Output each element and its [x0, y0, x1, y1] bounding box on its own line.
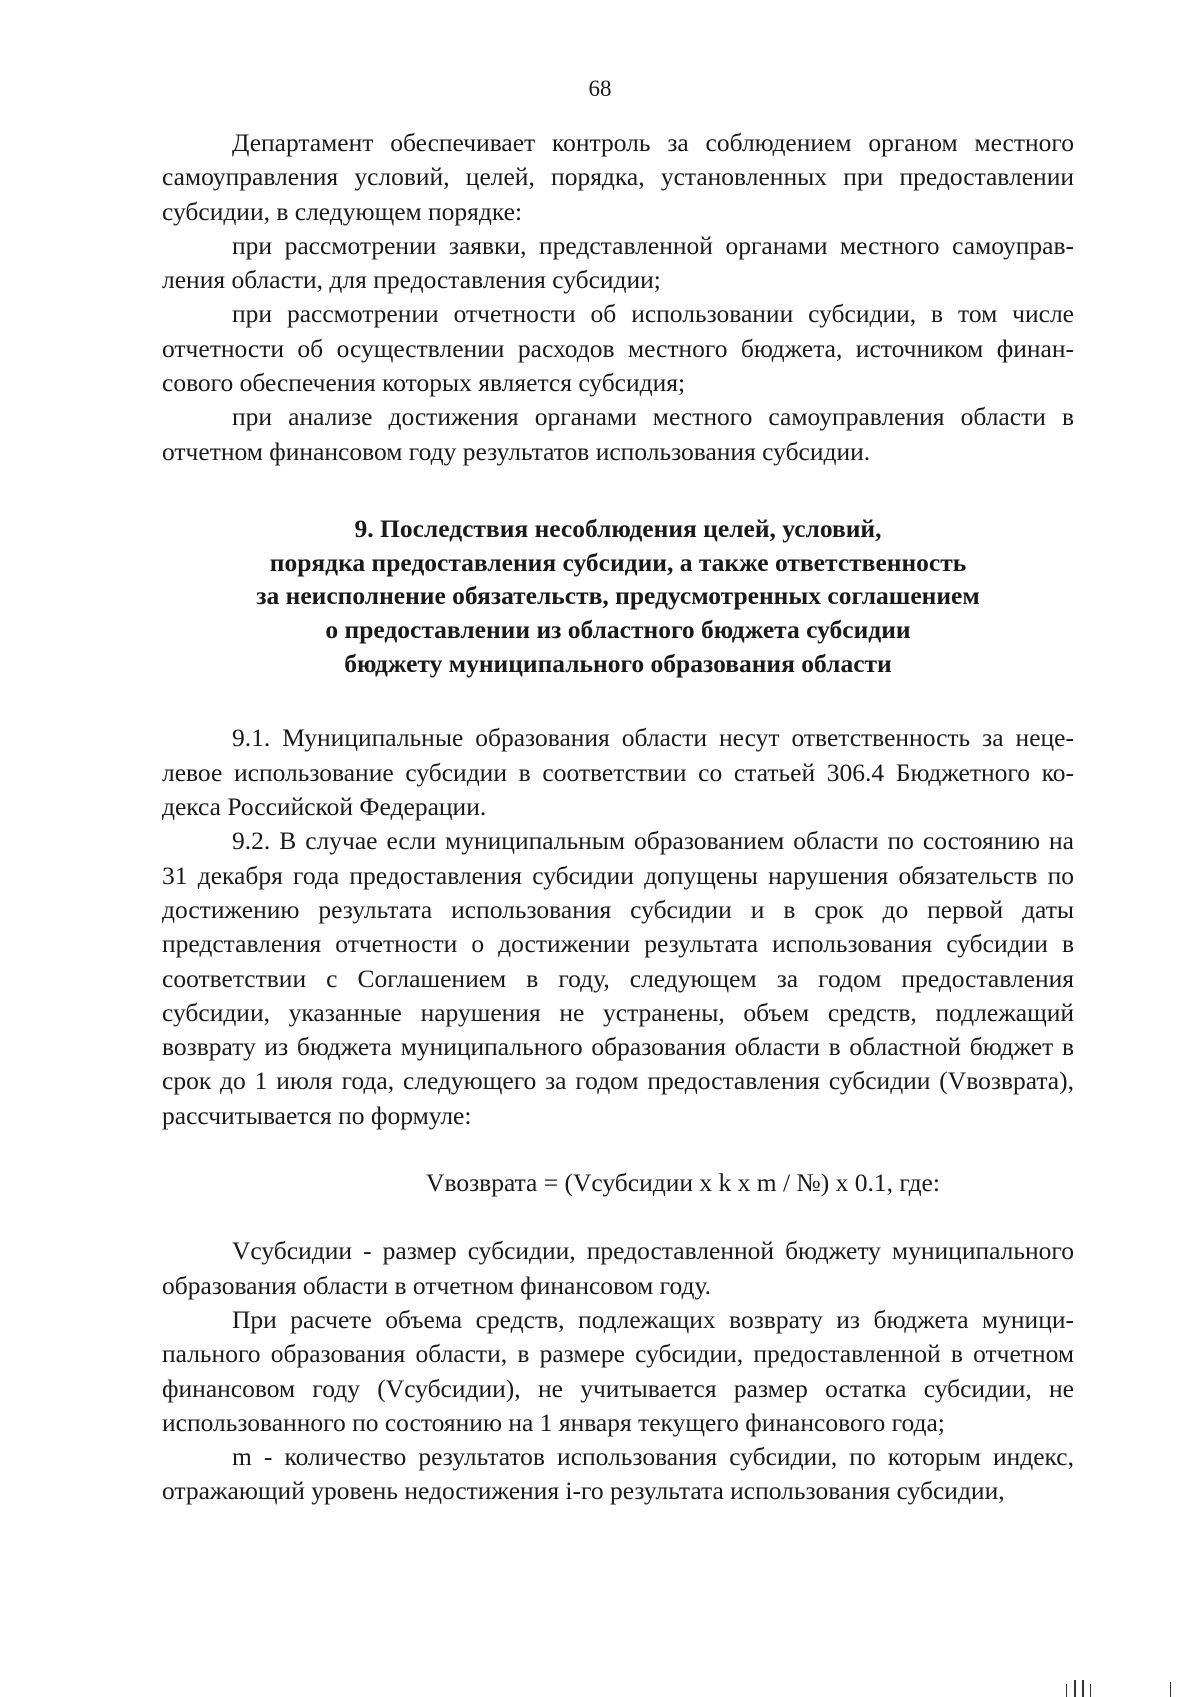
paragraph-definition-m: m - количество результатов использования субсидии, по которым индекс, отражающий уровень недостижения i-го результата использования субсидии, [162, 1442, 1074, 1506]
paragraph-control-results: при анализе достижения органами местного самоуправления области в отчетном финансовом году результатов использования субсидии. [162, 402, 1074, 466]
scan-artifact-mark [1066, 1684, 1067, 1697]
section-9-heading [162, 512, 1074, 681]
paragraph-9-2: 9.2. В случае если муниципальным образованием области по состоянию на 31 декабря года предоставления субсидии допущены нарушения обязательств по достижению результата использования субсидии и в срок до первой даты представления отчетности о достижении результата использования субсидии в соответствии с Соглашением в году, следующем за годом предоставления субсидии, указанные нарушения не устранены, объем средств, подлежащий возврату из бюджета муниципального образования области в областной бюджет в срок до 1 июля года, следующего за годом предоставления субсидии (Vвозврата), рассчитывается по формуле: [162, 826, 1074, 1130]
paragraph-control-reporting: при рассмотрении отчетности об использовании субсидии, в том числе отчетности об осуществлении расходов местного бюджета, источником финансового обеспечения которых является субсидия; [162, 299, 1074, 398]
return-formula: Vвозврата = (Vсубсидии x k x m / №) x 0.1, где: [426, 1168, 940, 1198]
paragraph-control-intro: Департамент обеспечивает контроль за соблюдением органом местного самоуправления условий, целей, порядка, установленных при предоставлении субсидии, в следующем порядке: [162, 128, 1074, 226]
scan-artifact-mark [1170, 1682, 1171, 1697]
heading-line: за неисполнение обязательств, предусмотренных соглашением [256, 581, 980, 611]
heading-line: 9. Последствия несоблюдения целей, условий, [354, 513, 882, 543]
page-number: 68 [588, 76, 612, 101]
scan-artifact-mark [1090, 1684, 1091, 1697]
paragraph-9-1: 9.1. Муниципальные образования области несут ответственность за нецелевое использование субсидии в соответствии со статьей 306.4 Бюджетного кодекса Российской Федерации. [162, 723, 1074, 822]
paragraph-calculation-note: При расчете объема средств, подлежащих возврату из бюджета муниципального образования области, в размере субсидии, предоставленной в отчетном финансовом году (Vсубсидии), не учитывается размер остатка субсидии, не использованного по состоянию на 1 января текущего финансового года; [162, 1304, 1074, 1437]
heading-line: о предоставлении из областного бюджета субсидии [325, 615, 911, 645]
heading-line: бюджету муниципального образования области [344, 648, 892, 678]
heading-line: порядка предоставления субсидии, а также ответственность [269, 547, 967, 577]
paragraph-definition-vsubsidy: Vсубсидии - размер субсидии, предоставленной бюджету муниципального образования области в отчетном финансовом году. [162, 1236, 1074, 1300]
paragraph-control-application: при рассмотрении заявки, представленной органами местного самоуправления области, для предоставления субсидии; [162, 230, 1074, 295]
document-body [162, 126, 1074, 1509]
scan-artifact-mark [1074, 1680, 1076, 1697]
scan-artifact-mark [1082, 1680, 1084, 1697]
